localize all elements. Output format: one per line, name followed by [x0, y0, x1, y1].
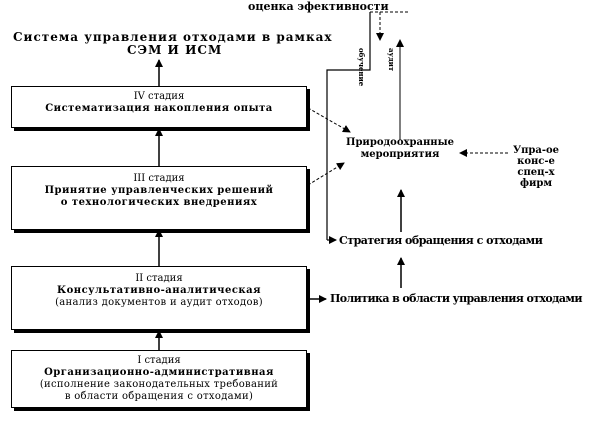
system-title-line1: Система управления отходами в рамках — [13, 30, 333, 44]
stage-ii-box — [11, 266, 307, 330]
strategy-label: Стратегия обращения с отходами — [339, 234, 543, 247]
stage-iii-box — [11, 166, 307, 230]
stage-ii-sub: (анализ документов и аудит отходов) — [55, 297, 263, 308]
side-line1: Упра-ое — [512, 145, 560, 156]
system-title-line2: СЭМ И ИСМ — [127, 43, 223, 57]
side-firms-label — [510, 145, 562, 189]
efficiency-label: оценка эфективности — [248, 0, 389, 13]
stage-iii-title-2: о технологических внедрениях — [60, 197, 258, 208]
stage-ii-label: II стадия — [135, 273, 183, 284]
measures-line2: мероприятия — [360, 149, 440, 160]
policy-label: Политика в области управления отходами — [330, 292, 582, 305]
stage-iii-label: III стадия — [133, 173, 185, 184]
stage-i-label: I стадия — [137, 355, 181, 366]
stage-iv-box — [11, 86, 307, 128]
side-line2: конс-е — [517, 156, 555, 167]
stage-i-sub-2: в области обращения с отходами) — [64, 391, 254, 402]
stage-i-title: Организационно-административная — [44, 367, 274, 378]
stage-iv-title: Систематизация накопления опыта — [45, 103, 273, 114]
stage-i-box — [11, 350, 307, 408]
side-line4: фирм — [519, 178, 553, 189]
side-line3: спец-х — [517, 167, 555, 178]
stage-i-sub: (исполнение законодательных требований — [39, 379, 279, 390]
measures-label — [340, 137, 460, 161]
vertical-label-1: обучение — [357, 48, 366, 87]
stage-ii-title: Консультативно-аналитическая — [56, 285, 261, 296]
stage-iii-title: Принятие управленческих решений — [44, 185, 274, 196]
stage-iv-label: IV стадия — [133, 91, 185, 102]
measures-line1: Природоохранные — [346, 137, 454, 148]
vertical-label-2: аудит — [387, 48, 396, 72]
